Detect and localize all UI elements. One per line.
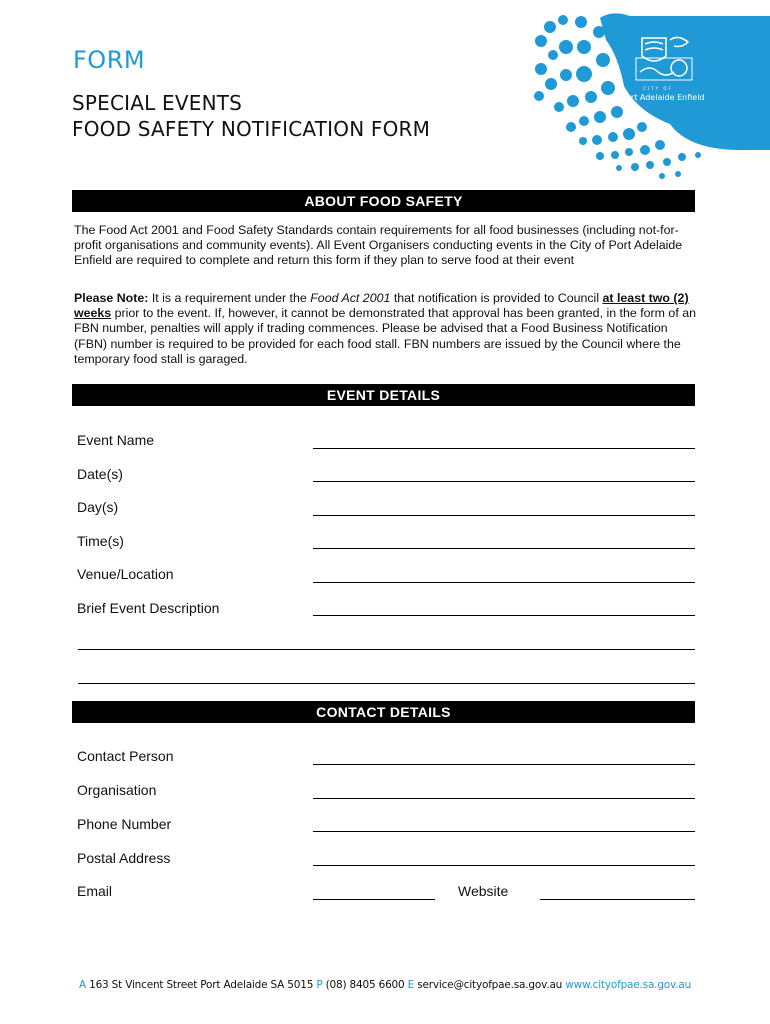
event-description-line-3[interactable] <box>78 683 695 684</box>
phone-key: P <box>316 979 323 991</box>
event-times-label: Time(s) <box>77 533 124 549</box>
note-label: Please Note: <box>74 291 149 305</box>
email-key: E <box>407 979 415 991</box>
event-name-field[interactable] <box>313 448 695 449</box>
council-name: Port Adelaide Enfield <box>621 93 705 102</box>
page-title <box>72 90 430 142</box>
email-label: Email <box>77 883 113 899</box>
event-description-label: Brief Event Description <box>77 600 220 616</box>
event-times-field[interactable] <box>313 548 695 549</box>
postal-address-field[interactable] <box>313 865 695 866</box>
address-key: A <box>78 979 86 991</box>
event-section-heading: EVENT DETAILS <box>72 384 695 406</box>
logo-graphic <box>520 0 770 190</box>
email-field[interactable] <box>313 899 435 900</box>
contact-section-heading: CONTACT DETAILS <box>72 701 695 723</box>
footer-website[interactable]: www.cityofpae.sa.gov.au <box>565 979 692 991</box>
postal-address-label: Postal Address <box>77 850 171 866</box>
note-text-c: prior to the event. If, however, it cannot be demonstrated that approval has been granted, in the form of an FBN number, penalties will apply if trading commences. Please be advised that a Food Business Notification (FBN) number is required to be provided for each food stall. FBN numbers are issued by the Council where the temporary food stall is garaged. <box>74 306 696 366</box>
council-logo <box>520 0 770 190</box>
about-paragraph: The Food Act 2001 and Food Safety Standards contain requirements for all food businesses (including not-for-profit organisations and community events). All Event Organisers conducting events in the City of Port Adelaide Enfield are required to complete and return this form if they plan to serve food at their event <box>74 223 683 268</box>
event-name-label: Event Name <box>77 432 155 448</box>
website-label: Website <box>458 883 509 899</box>
venue-location-field[interactable] <box>313 582 695 583</box>
note-act: Food Act 2001 <box>310 291 391 305</box>
footer-address: 163 St Vincent Street Port Adelaide SA 5015 <box>89 979 314 991</box>
footer-email[interactable]: service@cityofpae.sa.gov.au <box>417 979 563 991</box>
website-field[interactable] <box>540 899 695 900</box>
form-label: FORM <box>73 46 146 74</box>
event-days-label: Day(s) <box>77 499 119 515</box>
svg-text:CITY OF: CITY OF <box>643 86 673 91</box>
phone-number-field[interactable] <box>313 831 695 832</box>
note-deadline: at least two (2) weeks <box>74 291 689 321</box>
please-note-paragraph <box>74 291 696 367</box>
phone-number-label: Phone Number <box>77 816 172 832</box>
venue-location-label: Venue/Location <box>77 566 174 582</box>
organisation-label: Organisation <box>77 782 157 798</box>
footer-phone: (08) 8405 6600 <box>325 979 405 991</box>
about-section-heading: ABOUT FOOD SAFETY <box>72 190 695 212</box>
footer-contact-line <box>0 979 770 991</box>
event-description-line-2[interactable] <box>78 649 695 650</box>
event-description-field[interactable] <box>313 615 695 616</box>
event-dates-label: Date(s) <box>77 466 123 482</box>
contact-person-label: Contact Person <box>77 748 174 764</box>
note-text-b: that notification is provided to Council <box>390 291 603 305</box>
note-text-a: It is a requirement under the <box>148 291 311 305</box>
event-dates-field[interactable] <box>313 481 695 482</box>
title-line-1: SPECIAL EVENTS <box>72 91 243 115</box>
event-days-field[interactable] <box>313 515 695 516</box>
title-line-2: FOOD SAFETY NOTIFICATION FORM <box>72 117 431 141</box>
organisation-field[interactable] <box>313 798 695 799</box>
contact-person-field[interactable] <box>313 764 695 765</box>
